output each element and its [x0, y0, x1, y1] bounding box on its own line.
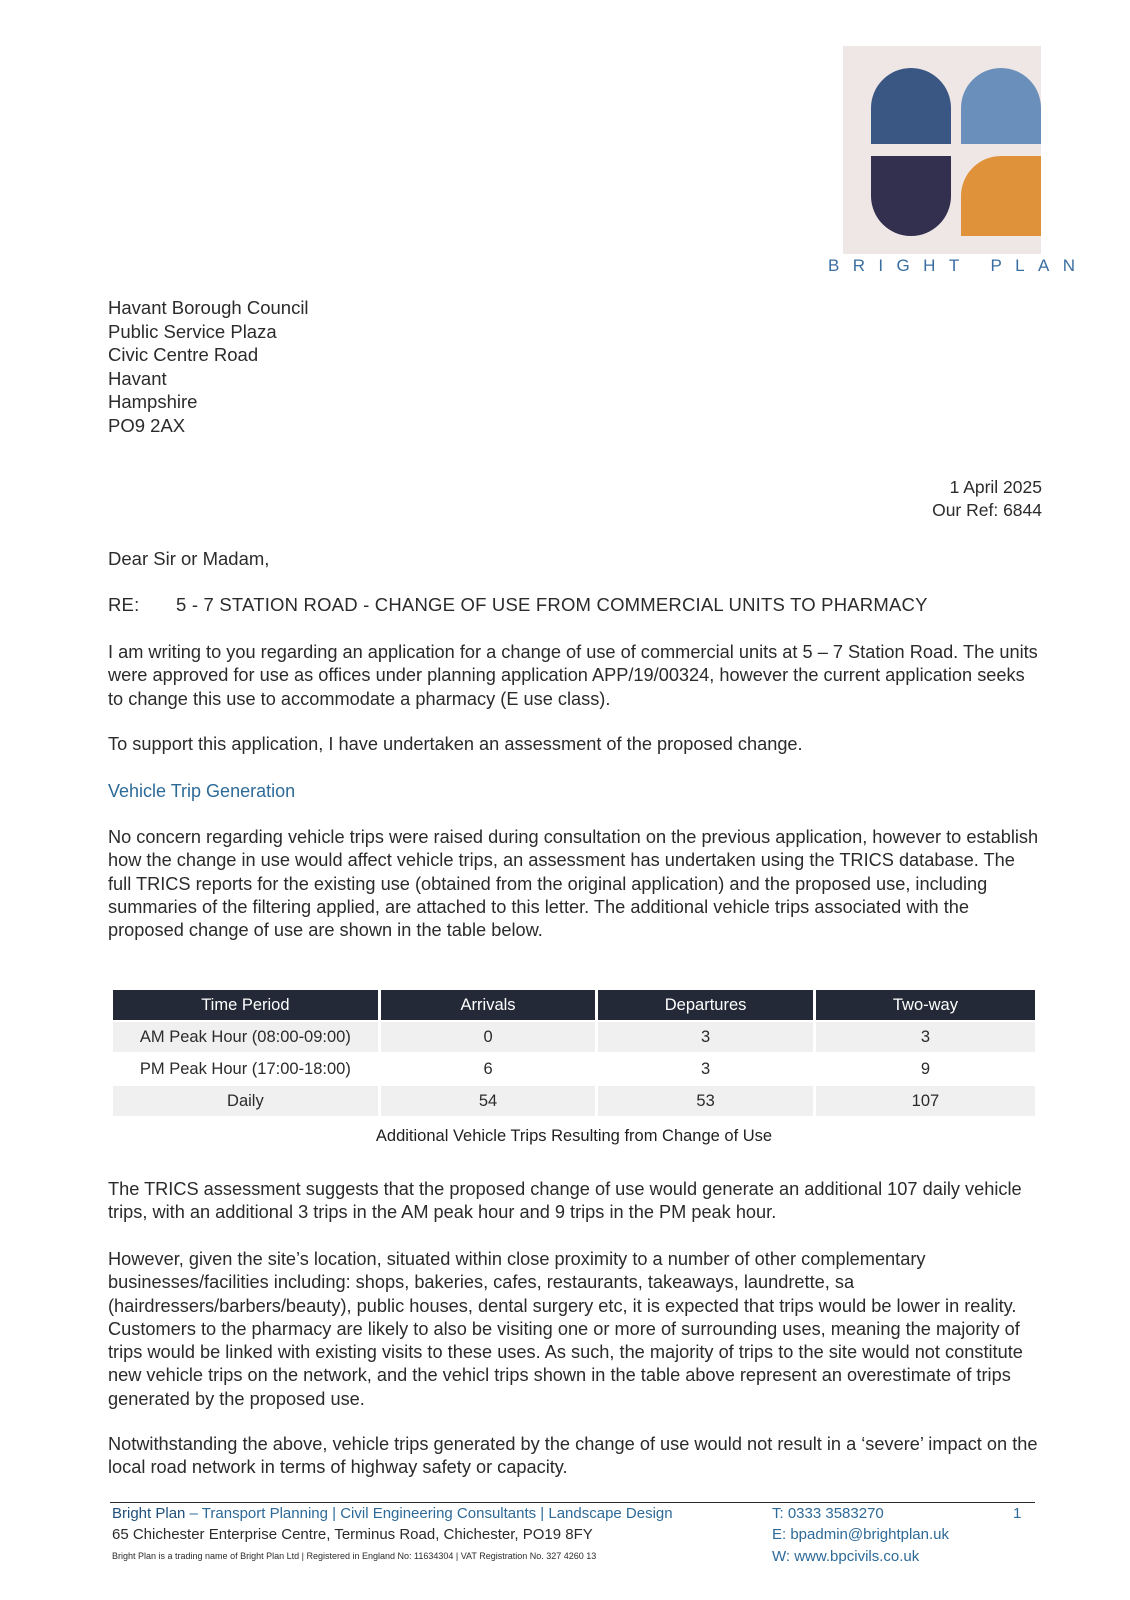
table-cell: 9 [816, 1052, 1035, 1084]
footer-legal: Bright Plan is a trading name of Bright Plan Ltd | Registered in England No: 11634304 | VAT Registration No. 327 4260 13 [112, 1551, 597, 1561]
table-cell: 3 [598, 1020, 813, 1052]
table-header-row [113, 990, 1035, 1020]
table-row [113, 1020, 1035, 1052]
address-line: PO9 2AX [108, 414, 186, 436]
table-cell: 53 [598, 1084, 813, 1116]
logo-wordmark: BRIGHT PLAN [828, 256, 1089, 275]
logo-shape-bottom-left [871, 156, 951, 236]
table-cell: AM Peak Hour (08:00-09:00) [113, 1020, 378, 1052]
re-label: RE: [108, 594, 140, 615]
logo-shape-top-left [871, 68, 951, 144]
table-cell: 3 [598, 1052, 813, 1084]
address-line: Havant [108, 367, 167, 389]
footer-divider [110, 1502, 1035, 1503]
table-caption: Additional Vehicle Trips Resulting from Change of Use [375, 1127, 773, 1145]
footer-services [112, 1505, 673, 1522]
vehicle-trips-table [110, 990, 1038, 1116]
logo-shape-bottom-right [961, 156, 1041, 236]
column-header: Two-way [816, 990, 1035, 1020]
paragraph-introduction: I am writing to you regarding an application for a change of use of commercial units at 5 – 7 Station Road. The units were approved for use as offices under planning application APP/19/00324, however the current application seeks to change this use to accommodate a pharmacy (E use class). [108, 642, 1038, 709]
subject-text: 5 - 7 STATION ROAD - CHANGE OF USE FROM COMMERCIAL UNITS TO PHARMACY [176, 594, 928, 615]
table-row [113, 1052, 1035, 1084]
table-cell: 54 [381, 1084, 596, 1116]
table-row [113, 1084, 1035, 1116]
table-cell: PM Peak Hour (17:00-18:00) [113, 1052, 378, 1084]
paragraph-trics: No concern regarding vehicle trips were raised during consultation on the previous application, however to establish how the change in use would affect vehicle trips, an assessment has undertaken using the TRICS database. The full TRICS reports for the existing use (obtained from the original application) and the proposed use, including summaries of the filtering applied, are attached to this letter. The additional vehicle trips associated with the proposed change of use are shown in the table below. [108, 827, 1039, 941]
footer-brand: Bright Plan [112, 1505, 186, 1522]
logo-shape-top-right [961, 68, 1041, 144]
paragraph-trics-result: The TRICS assessment suggests that the proposed change of use would generate an additional 107 daily vehicle trips, with an additional 3 trips in the AM peak hour and 9 trips in the PM peak hour. [108, 1179, 1022, 1223]
address-line: Public Service Plaza [108, 320, 277, 342]
section-heading: Vehicle Trip Generation [108, 781, 296, 801]
column-header: Departures [598, 990, 813, 1020]
table-cell: 6 [381, 1052, 596, 1084]
footer-services-text: – Transport Planning | Civil Engineering Consultants | Landscape Design [185, 1505, 673, 1522]
our-reference: Our Ref: 6844 [932, 500, 1042, 520]
page-number: 1 [1013, 1505, 1022, 1522]
address-line: Civic Centre Road [108, 344, 259, 365]
paragraph-location: However, given the site’s location, situated within close proximity to a number of other complementary businesses/facilities including: shops, bakeries, cafes, restaurants, takeaways, laundrette, sa (hairdressers/barbers/beauty), public houses, dental surgery etc, it is expected that trips would be lower in reality. Customers to the pharmacy are likely to also be visiting one or more of surrounding uses, meaning the majority of trips would be linked with existing visits to these uses. As such, the majority of trips to the site would not constitute new vehicle trips on the network, and the vehicl trips shown in the table above represent an overestimate of trips generated by the proposed use. [108, 1249, 1023, 1409]
letter-date: 1 April 2025 [949, 477, 1042, 497]
address-line: Havant Borough Council [108, 297, 309, 318]
table-cell: 107 [816, 1084, 1035, 1116]
footer-website[interactable]: W: www.bpcivils.co.uk [772, 1548, 920, 1565]
date-reference-block [932, 476, 1042, 522]
recipient-address [108, 296, 309, 437]
paragraph-assessment: To support this application, I have undertaken an assessment of the proposed change. [108, 734, 803, 754]
footer-email[interactable]: E: bpadmin@brightplan.uk [772, 1526, 949, 1543]
bright-plan-logo [843, 46, 1041, 254]
column-header: Arrivals [381, 990, 596, 1020]
table-cell: Daily [113, 1084, 378, 1116]
table-cell: 3 [816, 1020, 1035, 1052]
footer-address: 65 Chichester Enterprise Centre, Terminus Road, Chichester, PO19 8FY [112, 1526, 593, 1543]
table-cell: 0 [381, 1020, 596, 1052]
footer-phone: T: 0333 3583270 [772, 1505, 884, 1522]
subject-line [108, 593, 928, 616]
salutation: Dear Sir or Madam, [108, 548, 270, 569]
address-line: Hampshire [108, 391, 198, 412]
column-header: Time Period [113, 990, 378, 1020]
paragraph-conclusion: Notwithstanding the above, vehicle trips generated by the change of use would not result in a ‘severe’ impact on the local road network in terms of highway safety or capacity. [108, 1434, 1038, 1478]
